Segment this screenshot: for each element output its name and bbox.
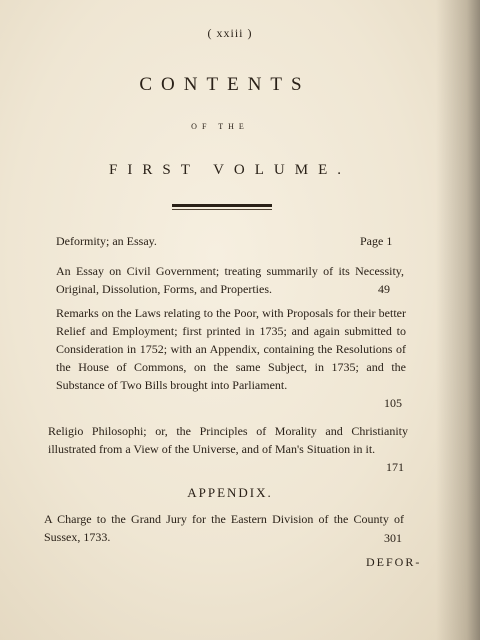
page-title: CONTENTS	[139, 74, 311, 95]
catchword: DEFOR-	[366, 555, 422, 569]
entry-page: 301	[384, 531, 402, 545]
appendix-entry	[44, 510, 404, 546]
subtitle-of-the: OF THE	[191, 122, 249, 131]
contents-entry	[56, 304, 406, 394]
entry-page: 105	[384, 396, 402, 410]
entry-page: 171	[386, 460, 404, 474]
decorative-rule	[172, 204, 272, 207]
appendix-heading: APPENDIX.	[187, 485, 273, 500]
volume-heading: FIRST VOLUME.	[109, 162, 351, 178]
entry-page: Page 1	[360, 234, 393, 248]
entry-title: A Charge to the Grand Jury for the Eastern Division of the County of Sussex, 1733.	[44, 512, 404, 544]
entry-title: An Essay on Civil Government; treating summarily of its Necessity, Original, Dissolution, Forms, and Properties.	[56, 264, 404, 296]
entry-title: Remarks on the Laws relating to the Poor, with Proposals for their better Relief and Employment; first printed in 1735; and again submitted to Consideration in 1752; with an Appendix, containing the Resolutions of the House of Commons, on the same Subject, in 1735; and the Substance of Two Bills brought into Parliament.	[56, 306, 406, 392]
entry-title: Religio Philosophi; or, the Principles of Morality and Christianity illustrated from a View of the Universe, and of Man's Situation in it.	[48, 424, 408, 456]
entry-title: Deformity; an Essay.	[56, 234, 157, 248]
page-number: ( xxiii )	[207, 26, 253, 40]
contents-entry	[48, 422, 408, 458]
contents-entry	[56, 232, 396, 250]
entry-page: 49	[378, 282, 390, 296]
page-gutter-shadow	[436, 0, 480, 640]
contents-entry	[56, 262, 404, 298]
decorative-rule-thin	[172, 209, 272, 210]
